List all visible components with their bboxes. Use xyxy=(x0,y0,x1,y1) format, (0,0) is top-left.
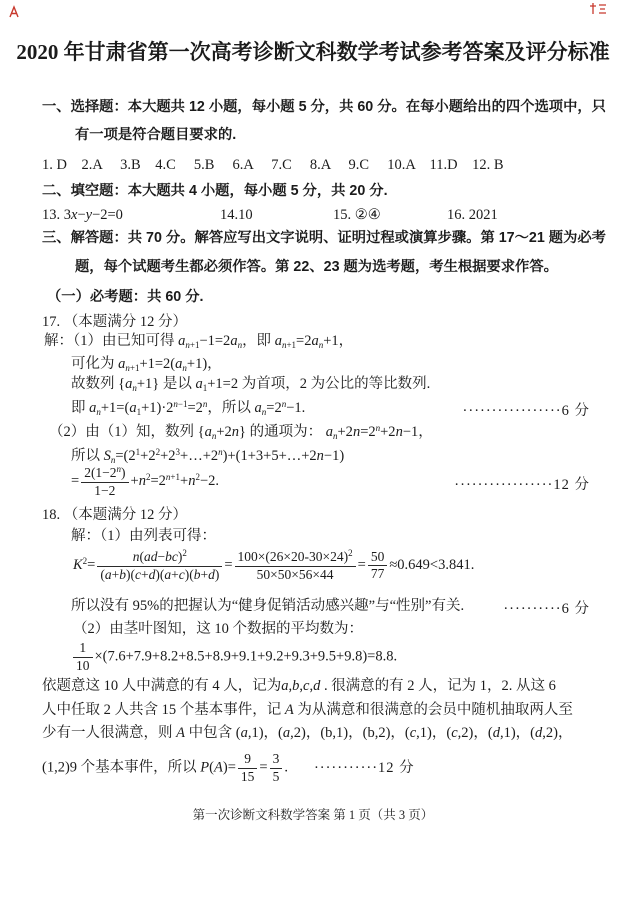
red-corner-mark-left-icon xyxy=(7,5,21,20)
solve-header-line1: 三、解答题：共 70 分。解答应写出文字说明、证明过程或演算步骤。第 17～21 题为必考 xyxy=(42,230,606,246)
fill-answer-13: 13. 3x−y−2=0 xyxy=(42,207,123,223)
q18-line1: 解：（1）由列表可得： xyxy=(71,528,216,544)
page-footer: 第一次诊断文科数学答案 第 1 页（共 3 页） xyxy=(192,808,434,822)
q18-line8: 少有一人很满意，则 A 中包含 (a,1)，(a,2)，(b,1)，(b,2)，(c,1)，(c,2)，(d,1)，(d,2)， xyxy=(42,725,573,741)
required-section-header: （一）必考题：共 60 分. xyxy=(47,289,204,305)
q17-score-6: ·················6 分 xyxy=(462,403,590,419)
q18-line5-mean: $\frac{1}{10}$ ×(7.6+7.9+8.2+8.5+8.9+9.1+9.2+9.3+9.5+9.8)=8.8. xyxy=(71,641,397,674)
q17-line5: （2）由（1）知，数列 $\{a_n+2n\}$ 的通项为： $a_n+2n=2^n+2n-1$， xyxy=(49,423,433,441)
q18-line2-k-squared: $K^2=$ $\frac{n(ad-bc)^2}{(a+b)(c+d)(a+c)(b+d)}$ = $\frac{100\times(26\times 20-30\times 24)^2}{50\times 50\times 56\times 44}$ = $\frac{50}{77}$ ≈0.649<3.841. xyxy=(73,548,475,582)
q17-line4: 即 $a_n+1=(a_1+1)\cdot 2^{n-1}=2^n$，所以 $a_n=2^n-1$. xyxy=(71,399,306,417)
q18-line6: 依题意这 10 人中满意的有 4 人，记为a,b,c,d . 很满意的有 2 人，记为 1，2. 从这 6 xyxy=(42,678,556,694)
fill-header: 二、填空题：本大题共 4 小题，每小题 5 分，共 20 分. xyxy=(42,183,388,199)
q17-line3: 故数列 $\{a_n+1\}$ 是以 $a_1+1=2$ 为首项，2 为公比的等比数列. xyxy=(71,376,431,393)
q17-score-12: ·················12 分 xyxy=(454,477,590,493)
fill-answer-15: 15. ②④ xyxy=(333,207,381,223)
q18-line3: 所以没有 95%的把握认为“健身促销活动感兴趣”与“性别”有关. xyxy=(71,598,465,614)
fill-answer-14: 14.10 xyxy=(220,207,253,223)
q18-heading: 18. （本题满分 12 分） xyxy=(42,507,187,523)
q18-line4: （2）由茎叶图知，这 10 个数据的平均数为： xyxy=(73,621,363,637)
q18-line7: 人中任取 2 人共含 15 个基本事件，记 A 为从满意和很满意的会员中随机抽取两人至 xyxy=(42,702,573,718)
red-corner-mark-right-icon xyxy=(588,2,608,16)
q18-line9-probability: (1,2)9 个基本事件，所以 P(A)= $\frac{9}{15}$ = $\frac{3}{5}$ . ···········12 分 xyxy=(42,751,415,784)
page-title: 2020 年甘肃省第一次高考诊断文科数学考试参考答案及评分标准 xyxy=(16,40,610,64)
choice-header-line1: 一、选择题：本大题共 12 小题，每小题 5 分，共 60 分。在每小题给出的四个选项中，只 xyxy=(42,99,606,115)
q17-line6: 所以 $S_n=(2^1+2^2+2^3+\dots+2^n)+(1+3+5+\dots+2n-1)$ xyxy=(71,447,345,465)
q17-line7: = $\frac{2(1-2^n)}{1-2}$ $+n^2=2^{n+1}+n^2-2$. xyxy=(71,464,219,498)
fill-answer-16: 16. 2021 xyxy=(447,207,498,223)
q17-heading: 17. （本题满分 12 分） xyxy=(42,314,187,330)
choice-answers: 1. D 2.A 3.B 4.C 5.B 6.A 7.C 8.A 9.C 10.A 11.D 12. B xyxy=(42,157,504,173)
q17-line1: 解：（1）由已知可得 $a_{n+1}-1=2a_n$，即 $a_{n+1}=2a_n+1$， xyxy=(44,333,354,350)
q17-line2: 可化为 $a_{n+1}+1=2(a_n+1)$， xyxy=(71,356,222,373)
solve-header-line2: 题，每个试题考生都必须作答。第 22、23 题为选考题，考生根据要求作答。 xyxy=(75,259,558,275)
q18-score-6: ··········6 分 xyxy=(503,601,590,617)
choice-header-line2: 有一项是符合题目要求的. xyxy=(75,127,237,143)
